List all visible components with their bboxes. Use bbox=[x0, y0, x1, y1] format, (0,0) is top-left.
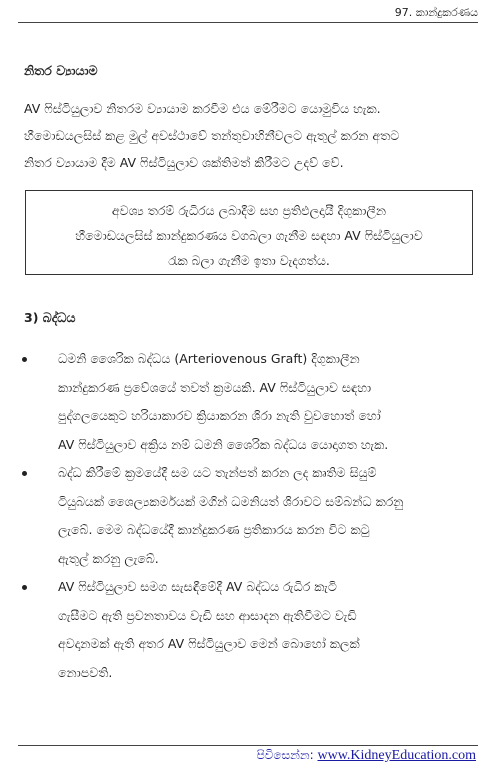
bullet-icon bbox=[22, 585, 27, 590]
running-header bbox=[18, 4, 478, 23]
list-item bbox=[0, 345, 478, 459]
bullet-icon bbox=[22, 471, 27, 476]
bullet-line: AV ෆිස්ටියුලාව සමග සැසඳීමේදී AV බද්ධය රුධිර කැටි bbox=[58, 579, 337, 594]
footer bbox=[257, 748, 476, 764]
exercise-paragraph bbox=[24, 95, 477, 176]
bullet-line: ටියුබයක් ශෛල්‍යකර්මයක් මගින් ධමනියත් ශිරාවට සම්බන්ධ කරනු bbox=[58, 493, 404, 509]
running-title: 97. කාන්දුකරණය bbox=[394, 6, 478, 19]
bullet-line: අවදානමක් ඇති අතර AV ෆිස්ටියුලාව මෙන් බොහෝ කලක් bbox=[58, 636, 360, 651]
footer-label: පිවිසෙන්න: bbox=[256, 748, 314, 762]
footer-divider bbox=[18, 745, 478, 746]
bullet-line: නොපවති. bbox=[58, 664, 113, 680]
bullet-line: බද්ධ කිරීමේ ක්‍රමයේදී සම යට තැන්පත් කරන ලද කෘතිම සියුම් bbox=[58, 465, 377, 480]
bullet-line: ගැසීමට ඇති ප්‍රවනතාවය වැඩි සහ ආසාදන ඇතිවීමට වැඩි bbox=[58, 607, 357, 623]
bullet-icon bbox=[22, 357, 27, 362]
bullet-line: කාන්දුකරණ ප්‍රවේශයේ තවත් ක්‍රමයකි. AV ෆිස්ටියුලාව සඳහා bbox=[58, 379, 372, 395]
website-link[interactable]: www.KidneyEducation.com bbox=[317, 748, 476, 763]
bullet-line: AV ෆිස්ටියුලාව අක්‍රිය නම් ධමනි ශෛරික බද්ධය යොදාගත හැක. bbox=[58, 436, 389, 452]
paragraph-line: නිතර ව්‍යායාම දීම AV ෆිස්ටියුලාව ශක්තිමත් කිරීමට උදව් වේ. bbox=[24, 155, 344, 170]
graft-bullet-list bbox=[0, 345, 500, 687]
callout-line: හීමොඩයලසිස් කාන්දුකරණය වගබලා ගැනීම සඳහා AV ෆිස්ටියුලාව bbox=[75, 228, 423, 243]
section-heading-exercise: නිතර ව්‍යායාම bbox=[24, 63, 98, 78]
callout-line: අවශ්‍ය තරම් රුධිරය ලබාදීම සහ ප්‍රතිඵලදායී දිගුකාලීන bbox=[111, 203, 387, 218]
bullet-line: පුද්ගලයෙකුට හරියාකාරව ක්‍රියාකරන ශිරා නැති වුවහොත් හෝ bbox=[58, 408, 381, 423]
callout-line: රැක බලා ගැනීම ඉතා වැදගත්ය. bbox=[168, 253, 330, 268]
bullet-line: ලැබේ. මෙම බද්ධයේදී කාන්දුකරණ ප්‍රතිකාරය කරන විට කටු bbox=[58, 522, 370, 537]
bullet-line: ඇතුල් කරනු ලැබේ. bbox=[58, 550, 159, 566]
list-item bbox=[0, 459, 478, 573]
bullet-line: ධමනි ශෛරික බද්ධය (Arteriovenous Graft) දිගුකාලීන bbox=[58, 351, 360, 366]
paragraph-line: හීමොඩයලසිස් කළ මුල් අවස්ථාවේ තන්තුවාහිනීවලට ඇතුල් කරන අතට bbox=[24, 128, 400, 143]
section-heading-graft: 3) බද්ධය bbox=[24, 310, 76, 325]
callout-box bbox=[25, 190, 473, 275]
list-item bbox=[0, 573, 478, 687]
paragraph-line: AV ෆිස්ටියුලාව නිතරම ව්‍යායාම කරවීම එය මේරීමට යොමුවිය හැක. bbox=[24, 101, 381, 116]
